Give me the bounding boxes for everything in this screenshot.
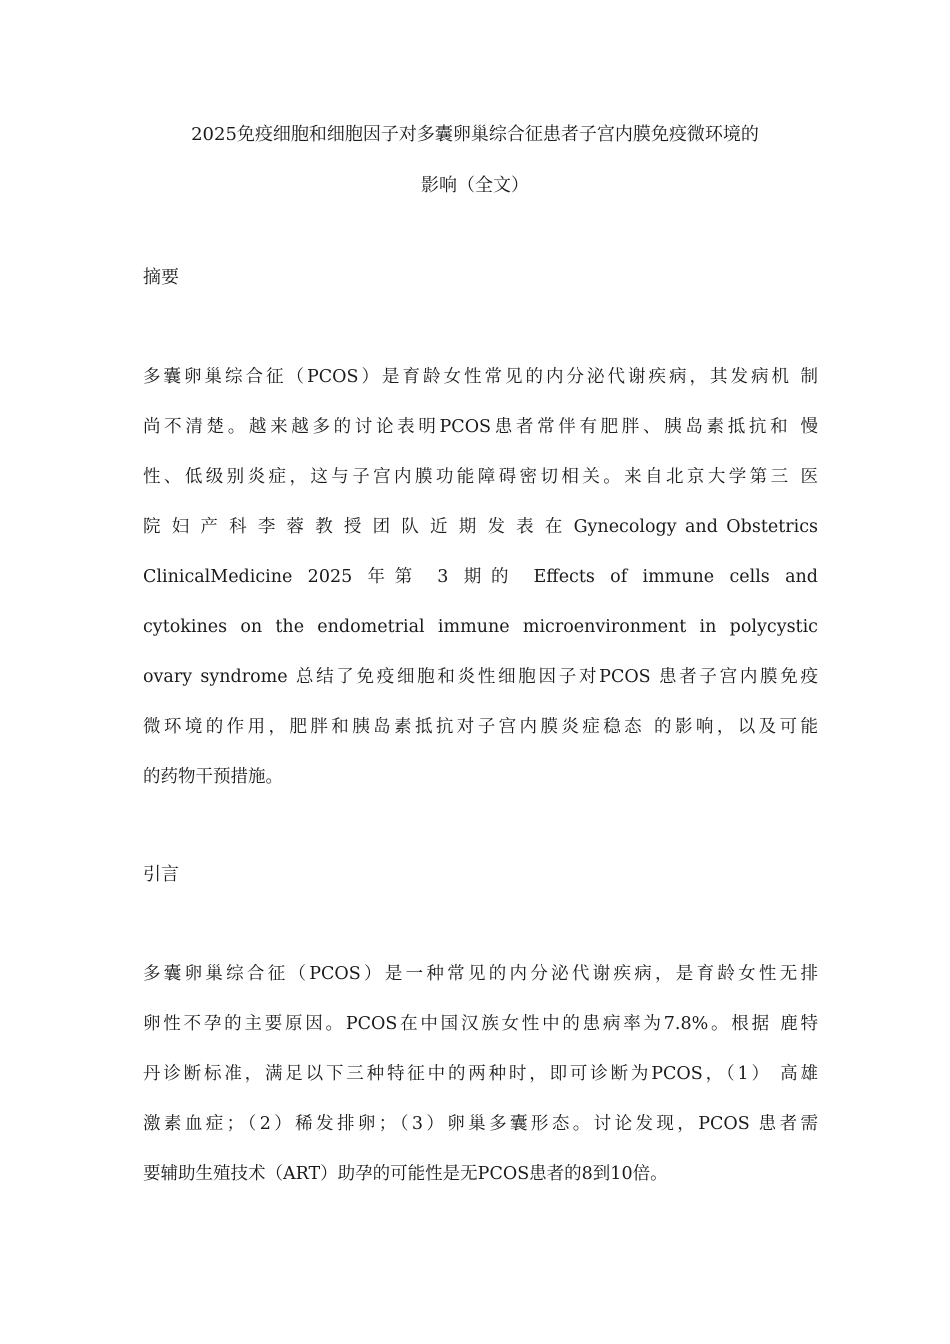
abstract-line: 尚不清楚。越来越多的讨论表明PCOS患者常伴有肥胖、胰岛素抵抗和 慢: [143, 417, 818, 437]
abstract-line: 多囊卵巢综合征（PCOS）是育龄女性常见的内分泌代谢疾病，其发病机 制: [143, 367, 818, 387]
abstract-paragraph: [143, 365, 818, 815]
abstract-line: 的药物干预措施。: [143, 767, 283, 787]
introduction-line: 激素血症；（2）稀发排卵；（3）卵巢多囊形态。讨论发现，PCOS 患者需: [143, 1114, 818, 1134]
introduction-line: 多囊卵巢综合征（PCOS）是一种常见的内分泌代谢疾病，是育龄女性无排: [143, 964, 818, 984]
introduction-heading: 引言: [143, 864, 179, 885]
abstract-line: ovary syndrome 总结了免疫细胞和炎性细胞因子对PCOS 患者子宫内膜免疫: [143, 667, 818, 687]
introduction-line: 丹诊断标准，满足以下三种特征中的两种时，即可诊断为PCOS，（1） 高雄: [143, 1064, 818, 1084]
abstract-line: ClinicalMedicine 2025 年第 3 期的 Effects of immune cells and: [143, 567, 818, 587]
abstract-line: 微环境的作用，肥胖和胰岛素抵抗对子宫内膜炎症稳态 的影响，以及可能: [143, 717, 818, 737]
abstract-line: 性、低级别炎症，这与子宫内膜功能障碍密切相关。来自北京大学第三 医: [143, 467, 818, 487]
abstract-line: cytokines on the endometrial immune microenvironment in polycystic: [143, 617, 818, 637]
abstract-heading: 摘要: [143, 267, 179, 288]
document-title-line-1: 2025免疫细胞和细胞因子对多囊卵巢综合征患者子宫内膜免疫微环境的: [191, 124, 759, 145]
introduction-line: 卵性不孕的主要原因。PCOS在中国汉族女性中的患病率为7.8%。根据 鹿特: [143, 1014, 818, 1034]
abstract-line: 院 妇 产 科 李 蓉 教 授 团 队 近 期 发 表 在 Gynecology and Obstetrics: [143, 517, 818, 537]
introduction-line: 要辅助生殖技术（ART）助孕的可能性是无PCOS患者的8到10倍。: [143, 1164, 668, 1184]
introduction-paragraph: [143, 962, 818, 1212]
document-title-line-2: 影响（全文）: [421, 175, 529, 196]
